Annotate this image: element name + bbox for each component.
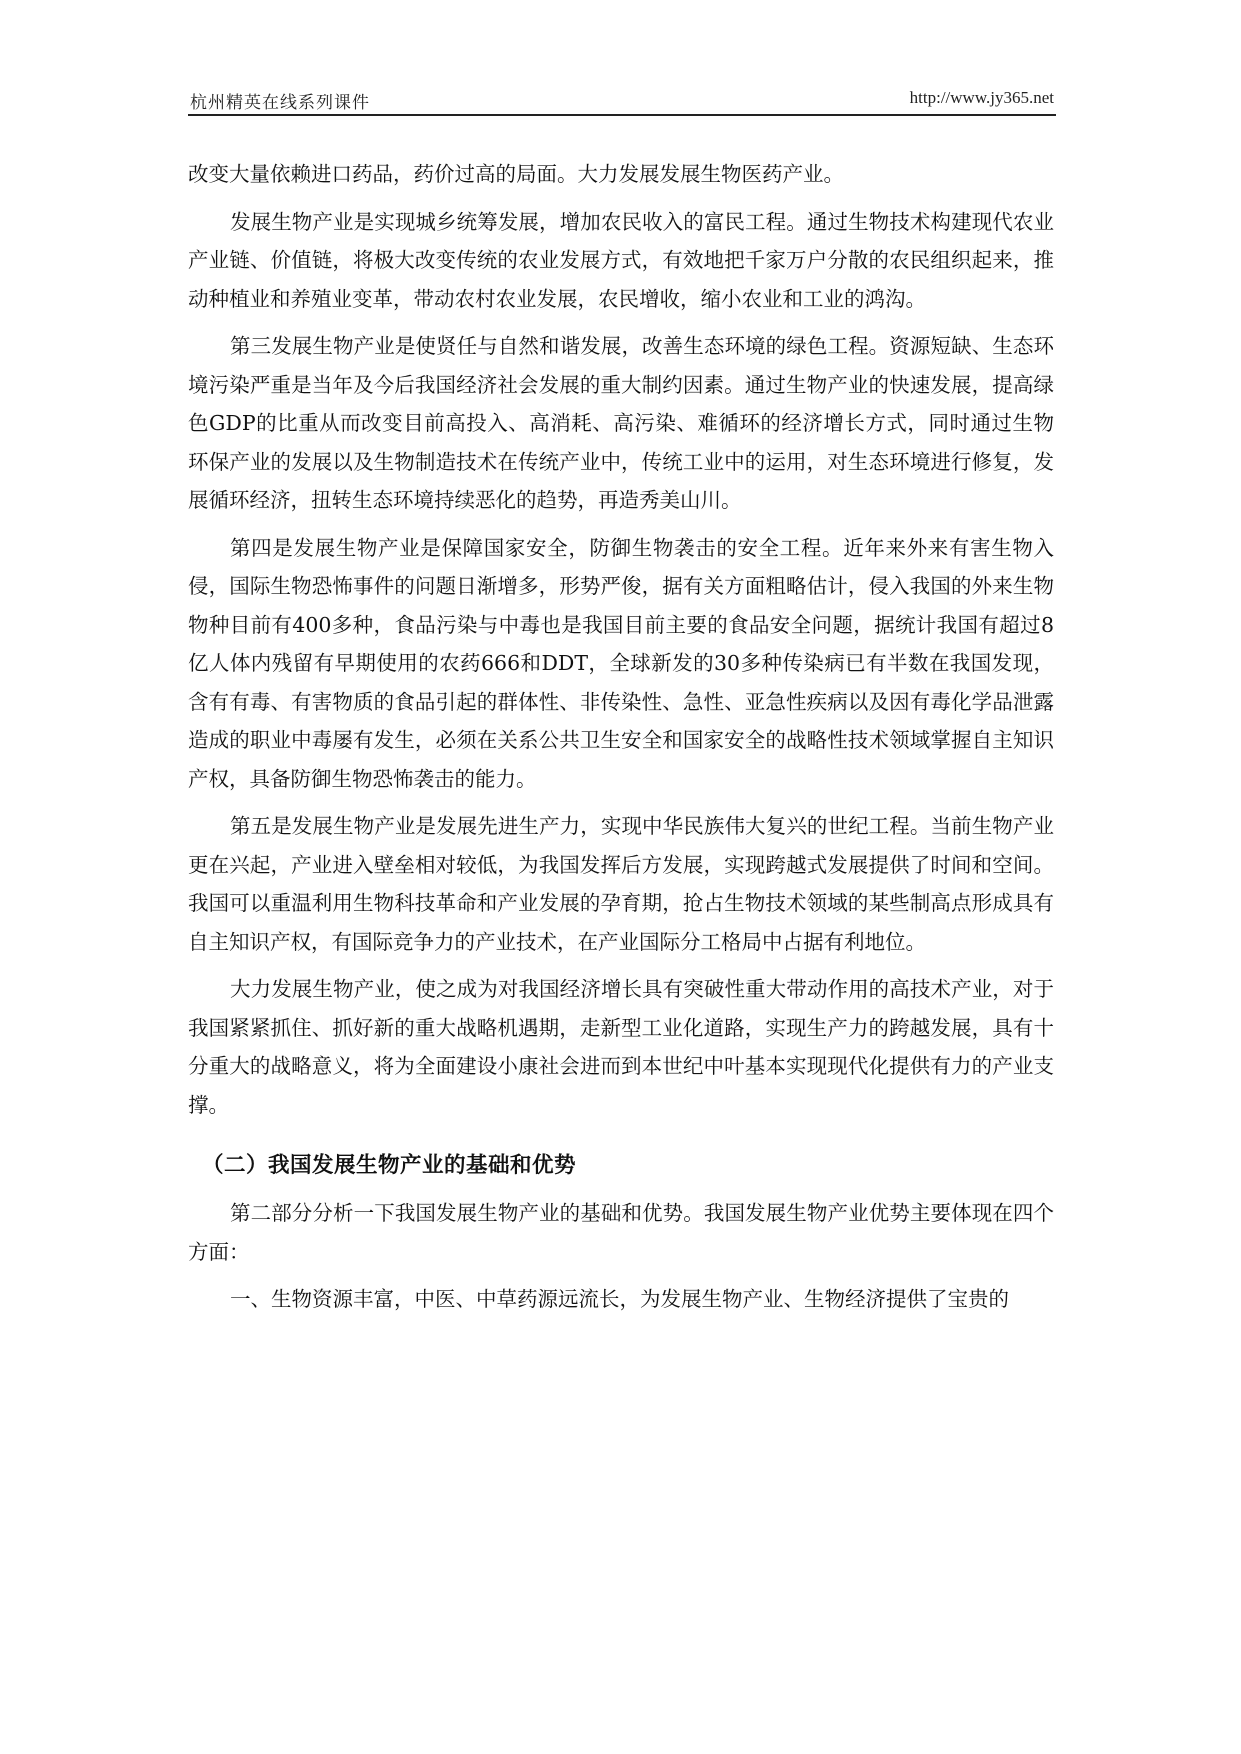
page-header: [188, 86, 1056, 116]
document-body: [188, 155, 1054, 1319]
paragraph: 第五是发展生物产业是发展先进生产力，实现中华民族伟大复兴的世纪工程。当前生物产业更在兴起，产业进入壁垒相对较低，为我国发挥后方发展，实现跨越式发展提供了时间和空间。我国可以重温利用生物科技革命和产业发展的孕育期，抢占生物技术领域的某些制高点形成具有自主知识产权，有国际竞争力的产业技术，在产业国际分工格局中占据有利地位。: [188, 814, 1054, 954]
paragraph: 一、生物资源丰富，中医、中草药源远流长，为发展生物产业、生物经济提供了宝贵的: [230, 1287, 1009, 1311]
paragraph: 第三发展生物产业是使贤任与自然和谐发展，改善生态环境的绿色工程。资源短缺、生态环境污染严重是当年及今后我国经济社会发展的重大制约因素。通过生物产业的快速发展，提高绿色GDP的比重从而改变目前高投入、高消耗、高污染、难循环的经济增长方式，同时通过生物环保产业的发展以及生物制造技术在传统产业中，传统工业中的运用，对生态环境进行修复，发展循环经济，扭转生态环境持续恶化的趋势，再造秀美山川。: [188, 334, 1054, 512]
paragraph: 第四是发展生物产业是保障国家安全，防御生物袭击的安全工程。近年来外来有害生物入侵，国际生物恐怖事件的问题日渐增多，形势严俊，据有关方面粗略估计，侵入我国的外来生物物种目前有400多种，食品污染与中毒也是我国目前主要的食品安全问题，据统计我国有超过8亿人体内残留有早期使用的农药666和DDT，全球新发的30多种传染病已有半数在我国发现，含有有毒、有害物质的食品引起的群体性、非传染性、急性、亚急性疾病以及因有毒化学品泄露造成的职业中毒屡有发生，必须在关系公共卫生安全和国家安全的战略性技术领域掌握自主知识产权，具备防御生物恐怖袭击的能力。: [188, 535, 1054, 791]
paragraph: 大力发展生物产业，使之成为对我国经济增长具有突破性重大带动作用的高技术产业，对于我国紧紧抓住、抓好新的重大战略机遇期，走新型工业化道路，实现生产力的跨越发展，具有十分重大的战略意义，将为全面建设小康社会进而到本世纪中叶基本实现现代化提供有力的产业支撑。: [188, 977, 1054, 1117]
paragraph: 改变大量依赖进口药品，药价过高的局面。大力发展发展生物医药产业。: [188, 162, 844, 186]
section-heading: （二）我国发展生物产业的基础和优势: [202, 1153, 577, 1178]
paragraph: 第二部分分析一下我国发展生物产业的基础和优势。我国发展生物产业优势主要体现在四个方面：: [188, 1201, 1054, 1264]
header-title: 杭州精英在线系列课件: [190, 93, 370, 113]
paragraph: 发展生物产业是实现城乡统筹发展，增加农民收入的富民工程。通过生物技术构建现代农业产业链、价值链，将极大改变传统的农业发展方式，有效地把千家万户分散的农民组织起来，推动种植业和养殖业变革，带动农村农业发展，农民增收，缩小农业和工业的鸿沟。: [188, 209, 1054, 311]
header-url[interactable]: http://www.jy365.net: [909, 88, 1054, 107]
